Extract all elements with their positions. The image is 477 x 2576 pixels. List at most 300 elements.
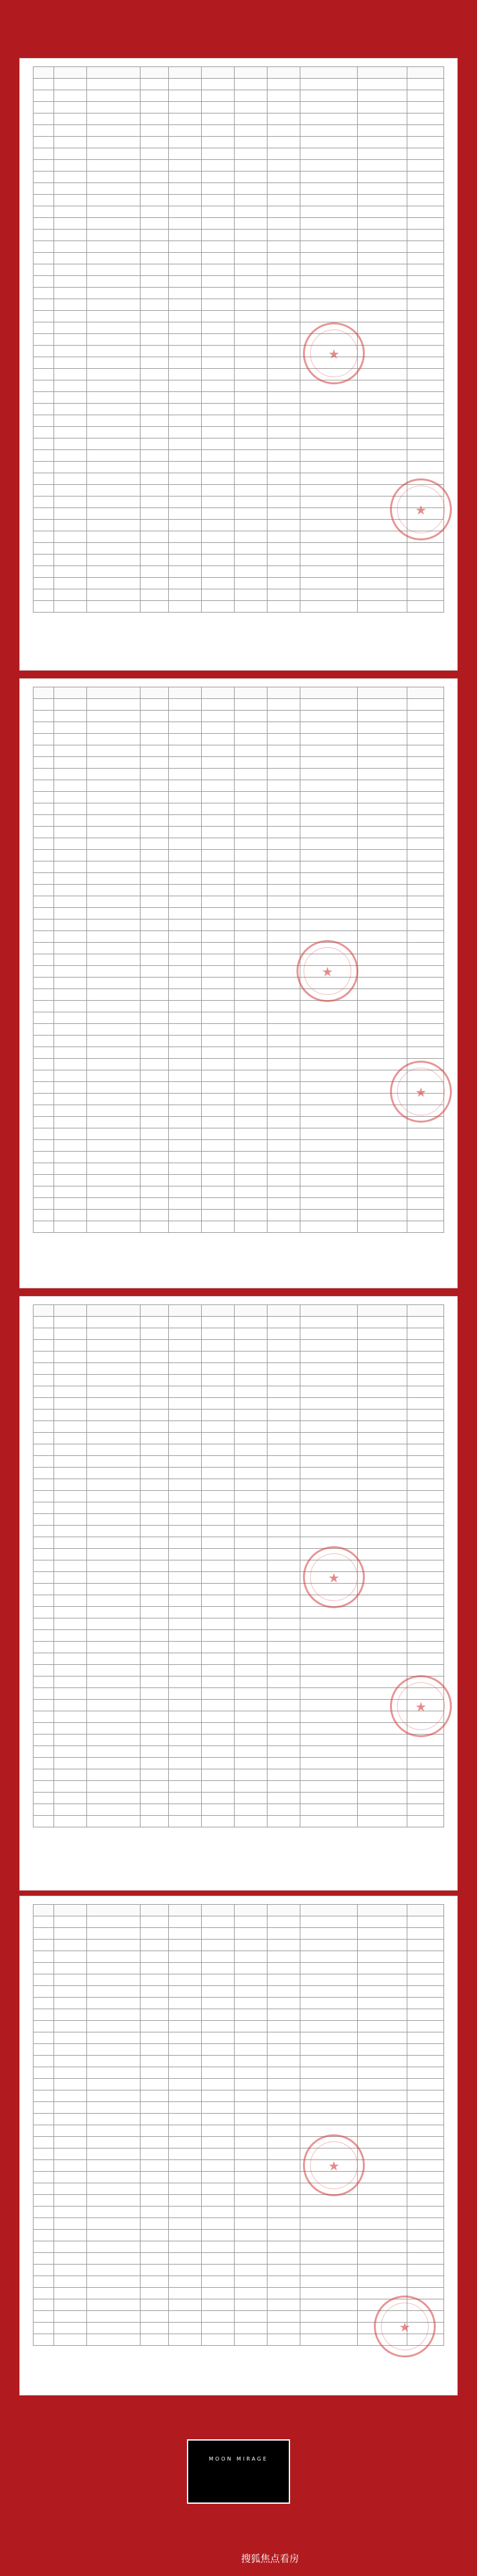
table-row — [34, 1024, 444, 1036]
table-cell — [268, 1163, 300, 1175]
table-cell — [34, 2021, 54, 2032]
table-cell — [268, 803, 300, 815]
table-cell — [86, 2172, 140, 2183]
table-cell — [140, 357, 169, 369]
table-cell — [268, 1140, 300, 1152]
table-cell — [169, 1117, 202, 1128]
table-cell — [358, 2230, 407, 2241]
table-cell — [358, 427, 407, 438]
table-cell — [54, 276, 86, 288]
table-cell — [300, 1117, 357, 1128]
table-cell — [300, 1665, 357, 1676]
table-cell — [358, 1140, 407, 1152]
table-row — [34, 1352, 444, 1363]
table-cell — [407, 1210, 443, 1221]
table-cell — [235, 450, 268, 462]
table-cell — [169, 2137, 202, 2148]
table-cell — [268, 711, 300, 722]
table-cell — [235, 2114, 268, 2125]
table-cell — [34, 2323, 54, 2334]
table-cell — [358, 589, 407, 601]
table-cell — [34, 566, 54, 578]
table-cell — [54, 288, 86, 299]
table-cell — [202, 2056, 235, 2067]
table-cell — [169, 322, 202, 334]
table-cell — [54, 1928, 86, 1940]
table-row — [34, 1584, 444, 1595]
table-cell — [358, 160, 407, 172]
table-cell — [86, 1653, 140, 1665]
table-cell — [268, 1974, 300, 1986]
table-cell — [300, 2137, 357, 2148]
table-cell — [54, 2253, 86, 2265]
table-cell — [140, 485, 169, 497]
table-cell — [34, 2172, 54, 2183]
table-cell — [169, 415, 202, 427]
table-cell — [202, 1642, 235, 1653]
table-cell — [34, 578, 54, 589]
table-cell — [140, 450, 169, 462]
column-header — [86, 67, 140, 79]
table-cell — [407, 2172, 443, 2183]
table-row — [34, 1642, 444, 1653]
table-cell — [407, 1653, 443, 1665]
table-row — [34, 1491, 444, 1502]
table-cell — [300, 954, 357, 966]
table-cell — [358, 380, 407, 392]
table-cell — [358, 2056, 407, 2067]
table-cell — [407, 1560, 443, 1572]
table-cell — [86, 2241, 140, 2253]
table-cell — [235, 2079, 268, 2090]
table-cell — [86, 2218, 140, 2230]
table-cell — [54, 380, 86, 392]
table-cell — [235, 1117, 268, 1128]
table-cell — [202, 2265, 235, 2276]
table-cell — [235, 1070, 268, 1082]
table-cell — [268, 311, 300, 322]
table-cell — [34, 1642, 54, 1653]
table-cell — [300, 543, 357, 555]
table-cell — [86, 1070, 140, 1082]
table-cell — [34, 1186, 54, 1198]
table-row — [34, 699, 444, 711]
table-cell — [202, 1468, 235, 1479]
table-cell — [268, 79, 300, 90]
table-cell — [268, 1998, 300, 2009]
table-cell — [300, 815, 357, 827]
table-cell — [235, 2323, 268, 2334]
table-cell — [407, 1781, 443, 1793]
table-cell — [235, 601, 268, 613]
table-cell — [235, 827, 268, 838]
table-cell — [86, 1502, 140, 1514]
table-cell — [407, 555, 443, 566]
table-cell — [407, 792, 443, 803]
table-cell — [407, 1386, 443, 1398]
table-cell — [54, 473, 86, 485]
table-cell — [358, 357, 407, 369]
table-cell — [86, 346, 140, 357]
table-cell — [140, 1526, 169, 1537]
table-cell — [169, 1468, 202, 1479]
table-cell — [34, 815, 54, 827]
table-cell — [268, 1951, 300, 1963]
table-cell — [268, 2265, 300, 2276]
table-cell — [300, 195, 357, 206]
table-cell — [54, 978, 86, 989]
table-cell — [268, 2276, 300, 2288]
table-cell — [202, 1986, 235, 1998]
table-cell — [235, 1502, 268, 1514]
table-cell — [268, 2299, 300, 2311]
table-cell — [34, 392, 54, 404]
table-row — [34, 404, 444, 415]
table-cell — [54, 520, 86, 531]
table-row — [34, 555, 444, 566]
table-cell — [86, 919, 140, 931]
table-cell — [140, 1375, 169, 1386]
table-cell — [34, 2160, 54, 2172]
table-cell — [140, 2067, 169, 2079]
table-row — [34, 1769, 444, 1781]
column-header — [235, 67, 268, 79]
table-row — [34, 1804, 444, 1816]
table-cell — [268, 1514, 300, 1526]
table-cell — [140, 827, 169, 838]
table-cell — [300, 601, 357, 613]
table-cell — [407, 1398, 443, 1410]
table-cell — [140, 2207, 169, 2218]
table-cell — [54, 1024, 86, 1036]
table-cell — [407, 1140, 443, 1152]
table-cell — [34, 1105, 54, 1117]
table-cell — [86, 1001, 140, 1012]
table-cell — [235, 1386, 268, 1398]
table-cell — [358, 1916, 407, 1928]
table-cell — [358, 2009, 407, 2021]
price-table — [33, 66, 444, 613]
table-cell — [169, 160, 202, 172]
table-cell — [407, 2137, 443, 2148]
table-cell — [140, 1001, 169, 1012]
column-header — [407, 687, 443, 699]
table-cell — [358, 578, 407, 589]
table-cell — [34, 1175, 54, 1186]
table-cell — [140, 380, 169, 392]
table-cell — [407, 1746, 443, 1758]
table-cell — [202, 769, 235, 780]
table-cell — [86, 531, 140, 543]
table-cell — [140, 1082, 169, 1094]
table-cell — [140, 757, 169, 769]
table-cell — [268, 2172, 300, 2183]
table-cell — [407, 745, 443, 757]
table-cell — [140, 1410, 169, 1421]
table-cell — [54, 1688, 86, 1700]
table-cell — [86, 1526, 140, 1537]
table-row — [34, 218, 444, 230]
table-cell — [169, 1128, 202, 1140]
table-cell — [358, 404, 407, 415]
table-cell — [202, 931, 235, 943]
table-cell — [86, 2090, 140, 2102]
table-cell — [86, 137, 140, 148]
column-header — [54, 67, 86, 79]
table-cell — [202, 1804, 235, 1816]
table-cell — [407, 334, 443, 346]
table-cell — [235, 206, 268, 218]
table-cell — [358, 1526, 407, 1537]
table-cell — [358, 966, 407, 978]
table-cell — [169, 1024, 202, 1036]
table-cell — [268, 780, 300, 792]
table-cell — [140, 2299, 169, 2311]
table-row — [34, 1082, 444, 1094]
table-cell — [169, 473, 202, 485]
table-cell — [235, 1491, 268, 1502]
table-cell — [169, 264, 202, 276]
table-cell — [407, 2253, 443, 2265]
table-cell — [86, 1584, 140, 1595]
table-cell — [34, 1514, 54, 1526]
table-cell — [300, 1630, 357, 1642]
table-cell — [268, 2195, 300, 2207]
table-row — [34, 803, 444, 815]
table-cell — [54, 601, 86, 613]
table-cell — [235, 380, 268, 392]
table-cell — [358, 1186, 407, 1198]
table-cell — [358, 1059, 407, 1070]
table-cell — [34, 206, 54, 218]
table-cell — [140, 815, 169, 827]
table-cell — [202, 1094, 235, 1105]
table-cell — [300, 873, 357, 885]
table-cell — [268, 1735, 300, 1746]
table-cell — [358, 2288, 407, 2299]
table-cell — [34, 2090, 54, 2102]
table-cell — [407, 1059, 443, 1070]
table-cell — [86, 2044, 140, 2056]
table-cell — [86, 380, 140, 392]
table-cell — [34, 873, 54, 885]
table-cell — [86, 1047, 140, 1059]
table-row — [34, 346, 444, 357]
table-cell — [169, 896, 202, 908]
table-cell — [34, 1352, 54, 1363]
table-cell — [54, 896, 86, 908]
table-cell — [169, 2195, 202, 2207]
table-cell — [300, 2102, 357, 2114]
table-cell — [86, 908, 140, 919]
table-cell — [34, 346, 54, 357]
table-cell — [358, 1700, 407, 1711]
table-cell — [140, 520, 169, 531]
table-cell — [358, 1618, 407, 1630]
table-cell — [54, 172, 86, 183]
table-cell — [235, 1198, 268, 1210]
table-cell — [268, 1128, 300, 1140]
table-cell — [169, 427, 202, 438]
table-cell — [169, 497, 202, 508]
table-cell — [169, 1804, 202, 1816]
table-cell — [358, 2114, 407, 2125]
table-cell — [54, 1502, 86, 1514]
table-cell — [235, 861, 268, 873]
table-row — [34, 311, 444, 322]
table-cell — [140, 601, 169, 613]
table-cell — [54, 2265, 86, 2276]
table-cell — [358, 322, 407, 334]
table-cell — [268, 543, 300, 555]
table-cell — [86, 1700, 140, 1711]
table-cell — [407, 230, 443, 241]
table-cell — [54, 369, 86, 380]
table-cell — [300, 1479, 357, 1491]
table-row — [34, 1001, 444, 1012]
table-cell — [358, 1105, 407, 1117]
column-header — [140, 67, 169, 79]
table-cell — [34, 1700, 54, 1711]
column-header — [300, 1905, 357, 1916]
table-cell — [202, 1352, 235, 1363]
table-cell — [268, 757, 300, 769]
table-cell — [407, 1468, 443, 1479]
table-cell — [235, 1328, 268, 1340]
table-cell — [86, 2230, 140, 2241]
table-cell — [202, 2183, 235, 2195]
table-cell — [34, 1468, 54, 1479]
table-cell — [86, 1398, 140, 1410]
table-cell — [169, 1175, 202, 1186]
table-cell — [407, 183, 443, 195]
table-cell — [34, 1618, 54, 1630]
table-cell — [268, 1928, 300, 1940]
table-cell — [202, 2334, 235, 2346]
table-cell — [34, 601, 54, 613]
table-cell — [300, 1317, 357, 1328]
table-cell — [54, 2230, 86, 2241]
table-cell — [235, 102, 268, 113]
table-cell — [268, 555, 300, 566]
table-cell — [358, 1352, 407, 1363]
price-table — [33, 1304, 444, 1827]
table-cell — [358, 1804, 407, 1816]
table-cell — [358, 1816, 407, 1827]
table-cell — [86, 1665, 140, 1676]
table-cell — [235, 1537, 268, 1549]
table-row — [34, 757, 444, 769]
table-cell — [140, 1758, 169, 1769]
table-cell — [202, 369, 235, 380]
table-cell — [202, 380, 235, 392]
table-row — [34, 520, 444, 531]
table-row — [34, 1175, 444, 1186]
table-cell — [300, 1140, 357, 1152]
table-row — [34, 2299, 444, 2311]
table-row — [34, 722, 444, 734]
table-cell — [407, 520, 443, 531]
table-row — [34, 230, 444, 241]
table-cell — [169, 885, 202, 896]
table-cell — [358, 555, 407, 566]
table-cell — [169, 1758, 202, 1769]
table-cell — [300, 357, 357, 369]
table-cell — [358, 1363, 407, 1375]
table-cell — [169, 1711, 202, 1723]
table-cell — [268, 288, 300, 299]
table-cell — [235, 815, 268, 827]
table-cell — [34, 1998, 54, 2009]
table-cell — [34, 1386, 54, 1398]
table-cell — [202, 885, 235, 896]
column-header — [202, 1305, 235, 1317]
table-cell — [407, 2125, 443, 2137]
table-cell — [34, 2218, 54, 2230]
table-cell — [34, 1928, 54, 1940]
table-cell — [235, 1317, 268, 1328]
table-cell — [202, 1198, 235, 1210]
table-cell — [235, 2148, 268, 2160]
table-cell — [235, 1595, 268, 1607]
table-cell — [202, 1491, 235, 1502]
table-row — [34, 589, 444, 601]
table-cell — [407, 1769, 443, 1781]
table-cell — [140, 1537, 169, 1549]
table-cell — [300, 1398, 357, 1410]
table-cell — [54, 1951, 86, 1963]
table-cell — [358, 288, 407, 299]
table-header-row — [34, 1305, 444, 1317]
table-row — [34, 160, 444, 172]
column-header — [54, 687, 86, 699]
table-cell — [169, 873, 202, 885]
column-header — [34, 687, 54, 699]
table-cell — [358, 1746, 407, 1758]
table-cell — [202, 427, 235, 438]
table-cell — [358, 1769, 407, 1781]
table-cell — [202, 838, 235, 850]
table-cell — [235, 769, 268, 780]
table-cell — [202, 2299, 235, 2311]
table-cell — [300, 1410, 357, 1421]
table-cell — [86, 1560, 140, 1572]
table-cell — [86, 1328, 140, 1340]
column-header — [86, 1305, 140, 1317]
table-cell — [169, 578, 202, 589]
table-cell — [358, 2102, 407, 2114]
table-cell — [169, 838, 202, 850]
table-cell — [235, 954, 268, 966]
table-cell — [86, 1676, 140, 1688]
table-cell — [407, 566, 443, 578]
table-cell — [54, 90, 86, 102]
table-cell — [407, 2102, 443, 2114]
table-cell — [300, 1036, 357, 1047]
table-cell — [358, 815, 407, 827]
table-cell — [235, 1572, 268, 1584]
table-cell — [86, 1781, 140, 1793]
table-cell — [202, 1186, 235, 1198]
table-cell — [34, 1537, 54, 1549]
table-cell — [407, 1735, 443, 1746]
table-row — [34, 1117, 444, 1128]
table-cell — [235, 578, 268, 589]
table-cell — [34, 1916, 54, 1928]
table-cell — [235, 90, 268, 102]
table-cell — [54, 206, 86, 218]
table-cell — [86, 1642, 140, 1653]
